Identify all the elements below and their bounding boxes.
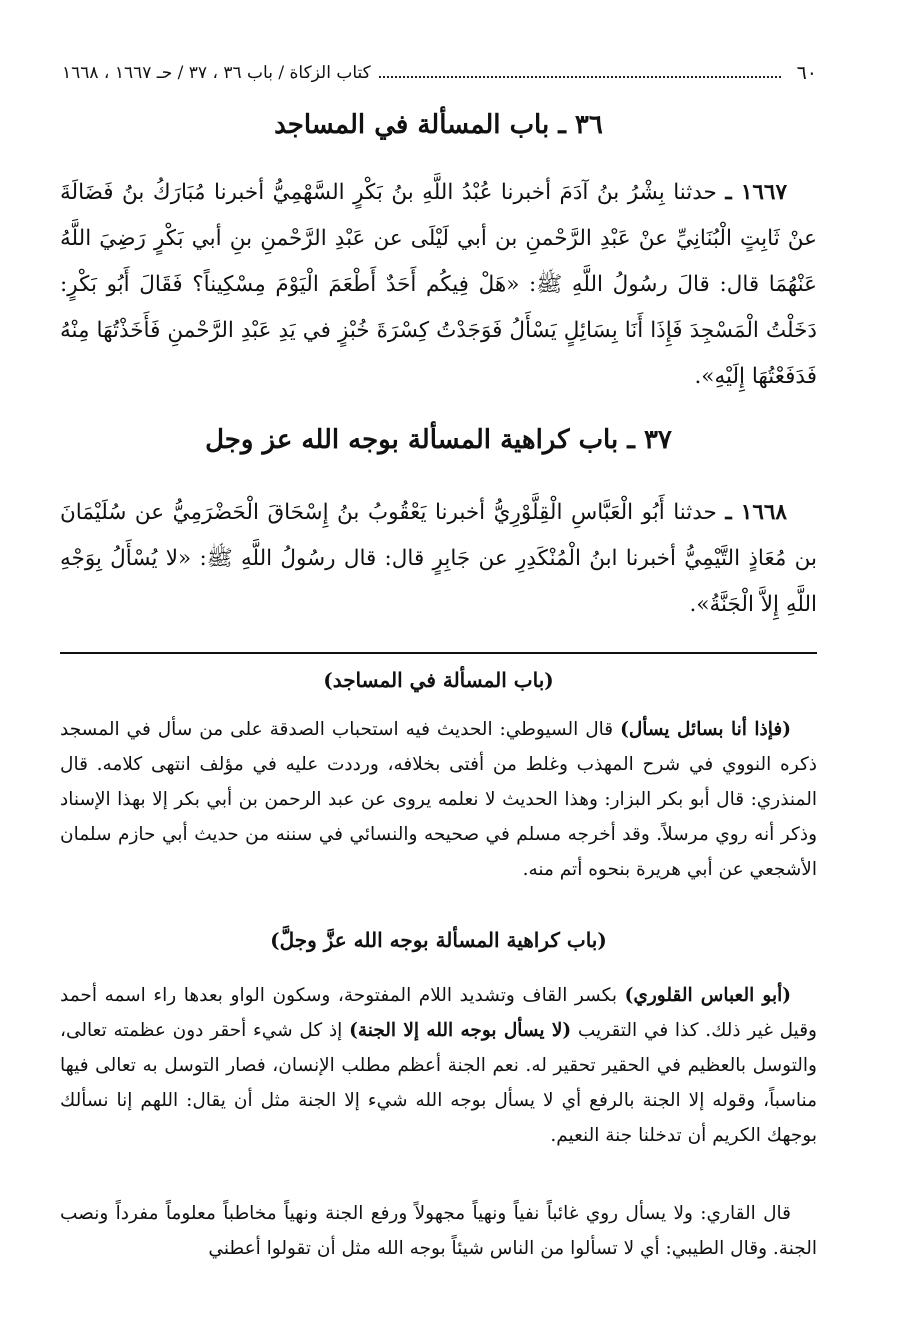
leader-dots <box>379 68 781 78</box>
note-heading-37: (باب كراهية المسألة بوجه الله عزَّ وجلَّ) <box>270 928 607 952</box>
chapter-36-heading: ٣٦ ـ باب المسألة في المساجد <box>274 110 603 140</box>
hadith-1668 <box>60 490 817 628</box>
note-lemma: (أبو العباس القلوري) <box>624 985 791 1006</box>
page-number: ٦٠ <box>796 62 817 84</box>
hadith-text: حدثنا أَبُو الْعَبَّاسِ الْقِلَّوْرِيُّ أخبرنا يَعْقُوبُ بنُ إِسْحَاقَ الْحَضْرَمِيُّ عن سُلَيْمَانَ بن مُعَاذٍ التَّيْمِيُّ أخبرنا ابنُ الْمُنْكَدِرِ عن جَابِرٍ قال: قال رسُولُ اللَّهِ ﷺ: «لا يُسْأَلُ بِوَجْهِ اللَّهِ إِلاَّ الْجَنَّةُ». <box>60 500 817 617</box>
footnote-separator <box>60 652 817 654</box>
note-text: قال السيوطي: الحديث فيه استحباب الصدقة على من سأل في المسجد ذكره النووي في شرح المهذب وغلط من أفتى بخلافه، ورددت عليه في مؤلف انتهى كلامه. قال المنذري: قال أبو بكر البزار: وهذا الحديث لا نعلمه يروى عن عبد الرحمن بن أبي بكر إلا بهذا الإسناد وذكر أنه روي مرسلاً. وقد أخرجه مسلم في صحيحه والنسائي في سننه من حديث أبي حازم سلمان الأشجعي عن أبي هريرة بنحوه أتم منه. <box>60 719 817 880</box>
commentary-36 <box>60 712 817 887</box>
hadith-text: حدثنا بِشْرُ بنُ آدَمَ أخبرنا عُبْدُ اللَّهِ بنُ بَكْرٍ السَّهْمِيُّ أخبرنا مُبَارَكُ بنُ فَضَالَةَ عنْ ثَابِتٍ الْبُنَانِيِّ عنْ عَبْدِ الرَّحْمنِ بن أبي لَيْلَى عن عَبْدِ الرَّحْمنِ بنِ أبي بَكْرٍ رَضِيَ اللَّهُ عَنْهُمَا قال: قالَ رسُولُ اللَّهِ ﷺ: «هَلْ فِيكُم أَحَدٌ أَطْعَمَ الْيَوْمَ مِسْكِيناً؟ فَقَالَ أَبُو بَكْرٍ: دَخَلْتُ الْمَسْجِدَ فَإِذَا أَنَا بِسَائِلٍ يَسْأَلُ فَوَجَدْتُ كِسْرَةَ خُبْزٍ في يَدِ عَبْدِ الرَّحْمنِ فَأَخَذْتُهَا مِنْهُ فَدَفَعْتُهَا إِلَيْهِ». <box>60 180 817 389</box>
note-lemma: (فإذا أنا بسائل يسأل) <box>620 719 791 740</box>
commentary-37 <box>60 978 817 1153</box>
chapter-37-heading: ٣٧ ـ باب كراهية المسألة بوجه الله عز وجل <box>205 425 672 455</box>
running-title: كتاب الزكاة / باب ٣٦ ، ٣٧ / حـ ١٦٦٧ ، ١٦٦٨ <box>62 63 371 83</box>
note-text: إذ كل شيء أحقر دون عظمته تعالى، والتوسل بالعظيم في الحقير تحقير له. نعم الجنة أعظم مطلب الإنسان، فصار التوسل به تعالى فيها مناسباً، وقوله إلا الجنة بالرفع أي لا يسأل بوجه الله شيء إلا الجنة مثل أن يقال: اللهم إنا نسألك بوجهك الكريم أن تدخلنا جنة النعيم. <box>60 1020 817 1146</box>
note-heading-36: (باب المسألة في المساجد) <box>323 668 554 692</box>
hadith-number: ١٦٦٨ ـ <box>725 500 787 525</box>
note-lemma: (لا يسأل بوجه الله إلا الجنة) <box>349 1020 572 1041</box>
running-head <box>62 58 817 88</box>
commentary-37-qari <box>60 1196 817 1266</box>
hadith-1667 <box>60 170 817 400</box>
note-text: قال القاري: ولا يسأل روي غائباً نفياً ونهياً مجهولاً ورفع الجنة ونهياً مخاطباً معلوماً مفرداً ونصب الجنة. وقال الطيبي: أي لا تسألوا من الناس شيئاً بوجه الله مثل أن تقولوا أعطني <box>60 1203 817 1259</box>
note-text: بكسر القاف وتشديد اللام المفتوحة، وسكون الواو بعدها راء اسمه أحمد وقيل غير ذلك. كذا في التقريب <box>60 985 817 1041</box>
hadith-number: ١٦٦٧ ـ <box>725 180 788 205</box>
